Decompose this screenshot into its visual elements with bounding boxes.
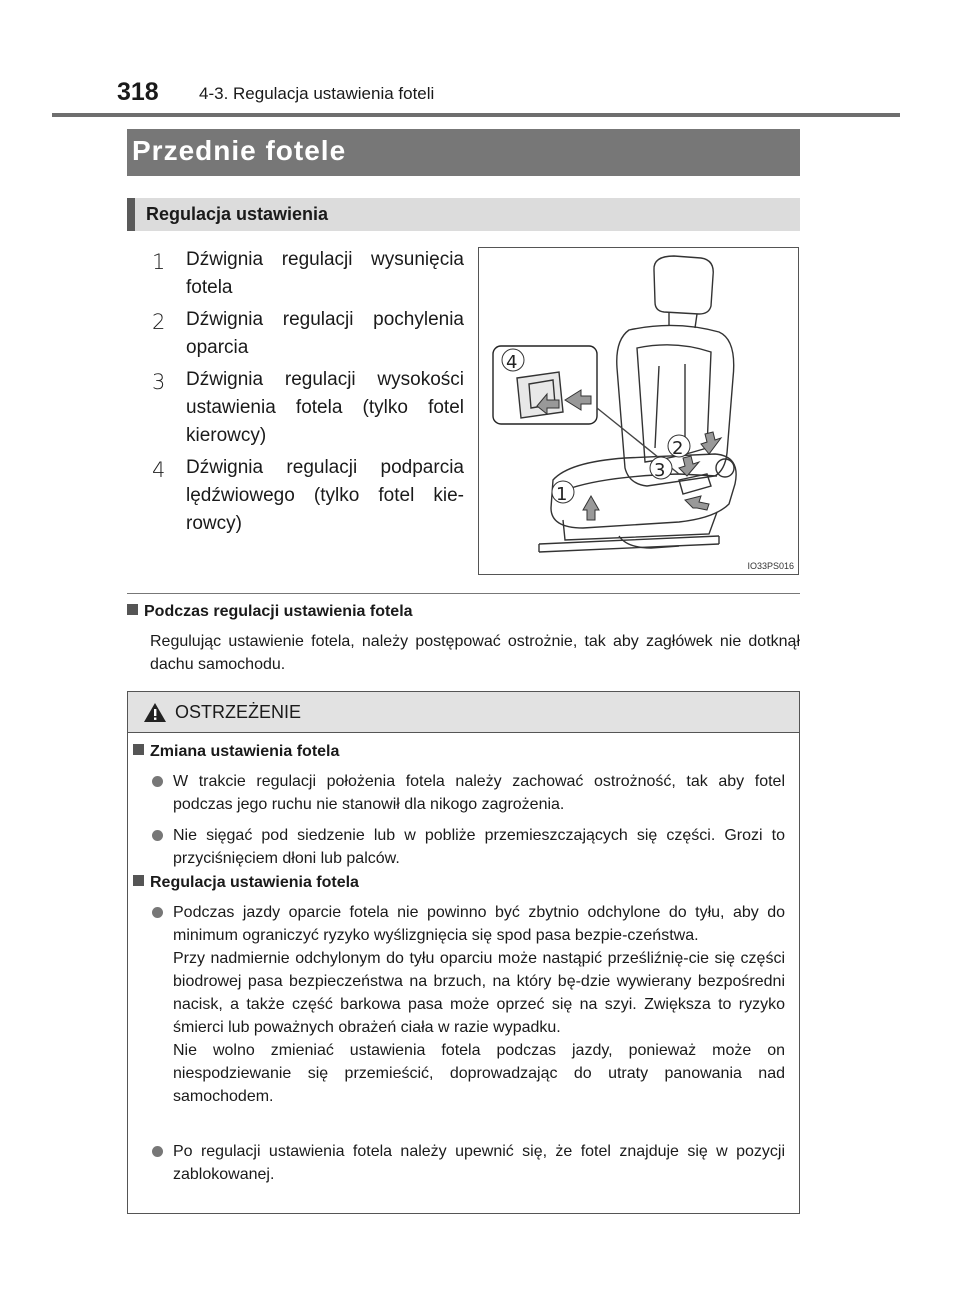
round-bullet-icon: [152, 1146, 163, 1157]
legend-number: 3: [152, 370, 166, 394]
warning-section-heading-text: Zmiana ustawienia fotela: [150, 743, 340, 760]
page-header: [117, 78, 900, 114]
subsection-title: Regulacja ustawienia: [146, 204, 329, 224]
warning-item: [147, 1140, 785, 1186]
warning-paragraph: Przy nadmiernie odchylonym do tyłu oparciu może nastąpić prześliźnię-cie się części biodrowej pasa bezpieczeństwa na brzuch, na który bę-dzie wywierany bezpośredni nacisk, a także część barkowa pasa może oprzeć się na szyi. Zwiększa to ryzyko śmierci lub poważnych obrażeń ciała w razie wypadku.: [173, 950, 785, 1036]
warning-section-heading: [133, 743, 339, 761]
legend-item: [152, 306, 464, 362]
section-path: 4-3. Regulacja ustawienia foteli: [199, 84, 435, 103]
square-bullet-icon: [133, 744, 144, 755]
warning-item: [147, 824, 785, 870]
square-bullet-icon: [133, 875, 144, 886]
legend-item: [152, 454, 464, 538]
note-heading: [127, 603, 413, 621]
seat-figure: [478, 247, 799, 575]
warning-paragraph: Po regulacji ustawienia fotela należy upewnić się, że fotel znajduje się w pozycji zablokowanej.: [173, 1143, 785, 1183]
svg-text:3: 3: [654, 460, 666, 481]
warning-item: [147, 770, 785, 816]
warning-paragraph: Nie sięgać pod siedzenie lub w pobliże przemieszczających się części. Grozi to przyciśnięciem dłoni lub palców.: [173, 827, 785, 867]
figure-id: IO33PS016: [747, 561, 794, 571]
legend-number: 1: [152, 250, 166, 274]
car-seat-illustration: [479, 248, 798, 574]
svg-text:1: 1: [556, 484, 568, 505]
note-body: Regulując ustawienie fotela, należy postępować ostrożnie, tak aby zagłówek nie dotknął dachu samochodu.: [150, 633, 800, 673]
chapter-title-bar: [127, 129, 800, 176]
warning-title: OSTRZEŻENIE: [175, 702, 302, 722]
square-bullet-icon: [127, 604, 138, 615]
warning-paragraph: Nie wolno zmieniać ustawienia fotela podczas jazdy, ponieważ może on niespodziewanie się przemieścić, doprowadzając do utraty panowania nad samochodem.: [173, 1042, 785, 1105]
svg-text:4: 4: [506, 352, 518, 373]
legend-list: [152, 246, 464, 542]
legend-item: [152, 246, 464, 302]
warning-item: [147, 901, 785, 1108]
header-rule: [52, 113, 900, 117]
subsection-accent: [127, 198, 135, 231]
round-bullet-icon: [152, 776, 163, 787]
note-heading-text: Podczas regulacji ustawienia fotela: [144, 603, 413, 620]
legend-number: 2: [152, 310, 166, 334]
round-bullet-icon: [152, 830, 163, 841]
legend-item: [152, 366, 464, 450]
legend-text: Dźwignia regulacji wysunięcia fotela: [186, 249, 464, 298]
legend-number: 4: [152, 458, 166, 482]
legend-text: Dźwignia regulacji wysokości ustawienia fotela (tylko fotel kierowcy): [186, 369, 464, 446]
page-number: 318: [117, 78, 159, 106]
warning-triangle-icon: [143, 702, 167, 723]
round-bullet-icon: [152, 907, 163, 918]
chapter-title: Przednie fotele: [132, 135, 347, 166]
legend-text: Dźwignia regulacji pochylenia oparcia: [186, 309, 464, 358]
legend-text: Dźwignia regulacji podparcia lędźwiowego (tylko fotel kie-rowcy): [186, 457, 464, 534]
warning-paragraph: W trakcie regulacji położenia fotela należy zachować ostrożność, tak aby fotel podczas jego ruchu nie stanowił dla nikogo zagrożenia.: [173, 773, 785, 813]
warning-box: [127, 691, 800, 1214]
warning-paragraph: Podczas jazdy oparcie fotela nie powinno być zbytnio odchylone do tyłu, aby do minimum ograniczyć ryzyko wyślizgnięcia się spod pasa bezpie-czeństwa.: [173, 904, 785, 944]
subsection-bar: [127, 198, 800, 231]
warning-section-heading: [133, 874, 359, 892]
warning-section-heading-text: Regulacja ustawienia fotela: [150, 874, 359, 891]
section-divider: [127, 593, 800, 594]
svg-text:2: 2: [672, 438, 684, 459]
warning-header: [128, 692, 799, 733]
